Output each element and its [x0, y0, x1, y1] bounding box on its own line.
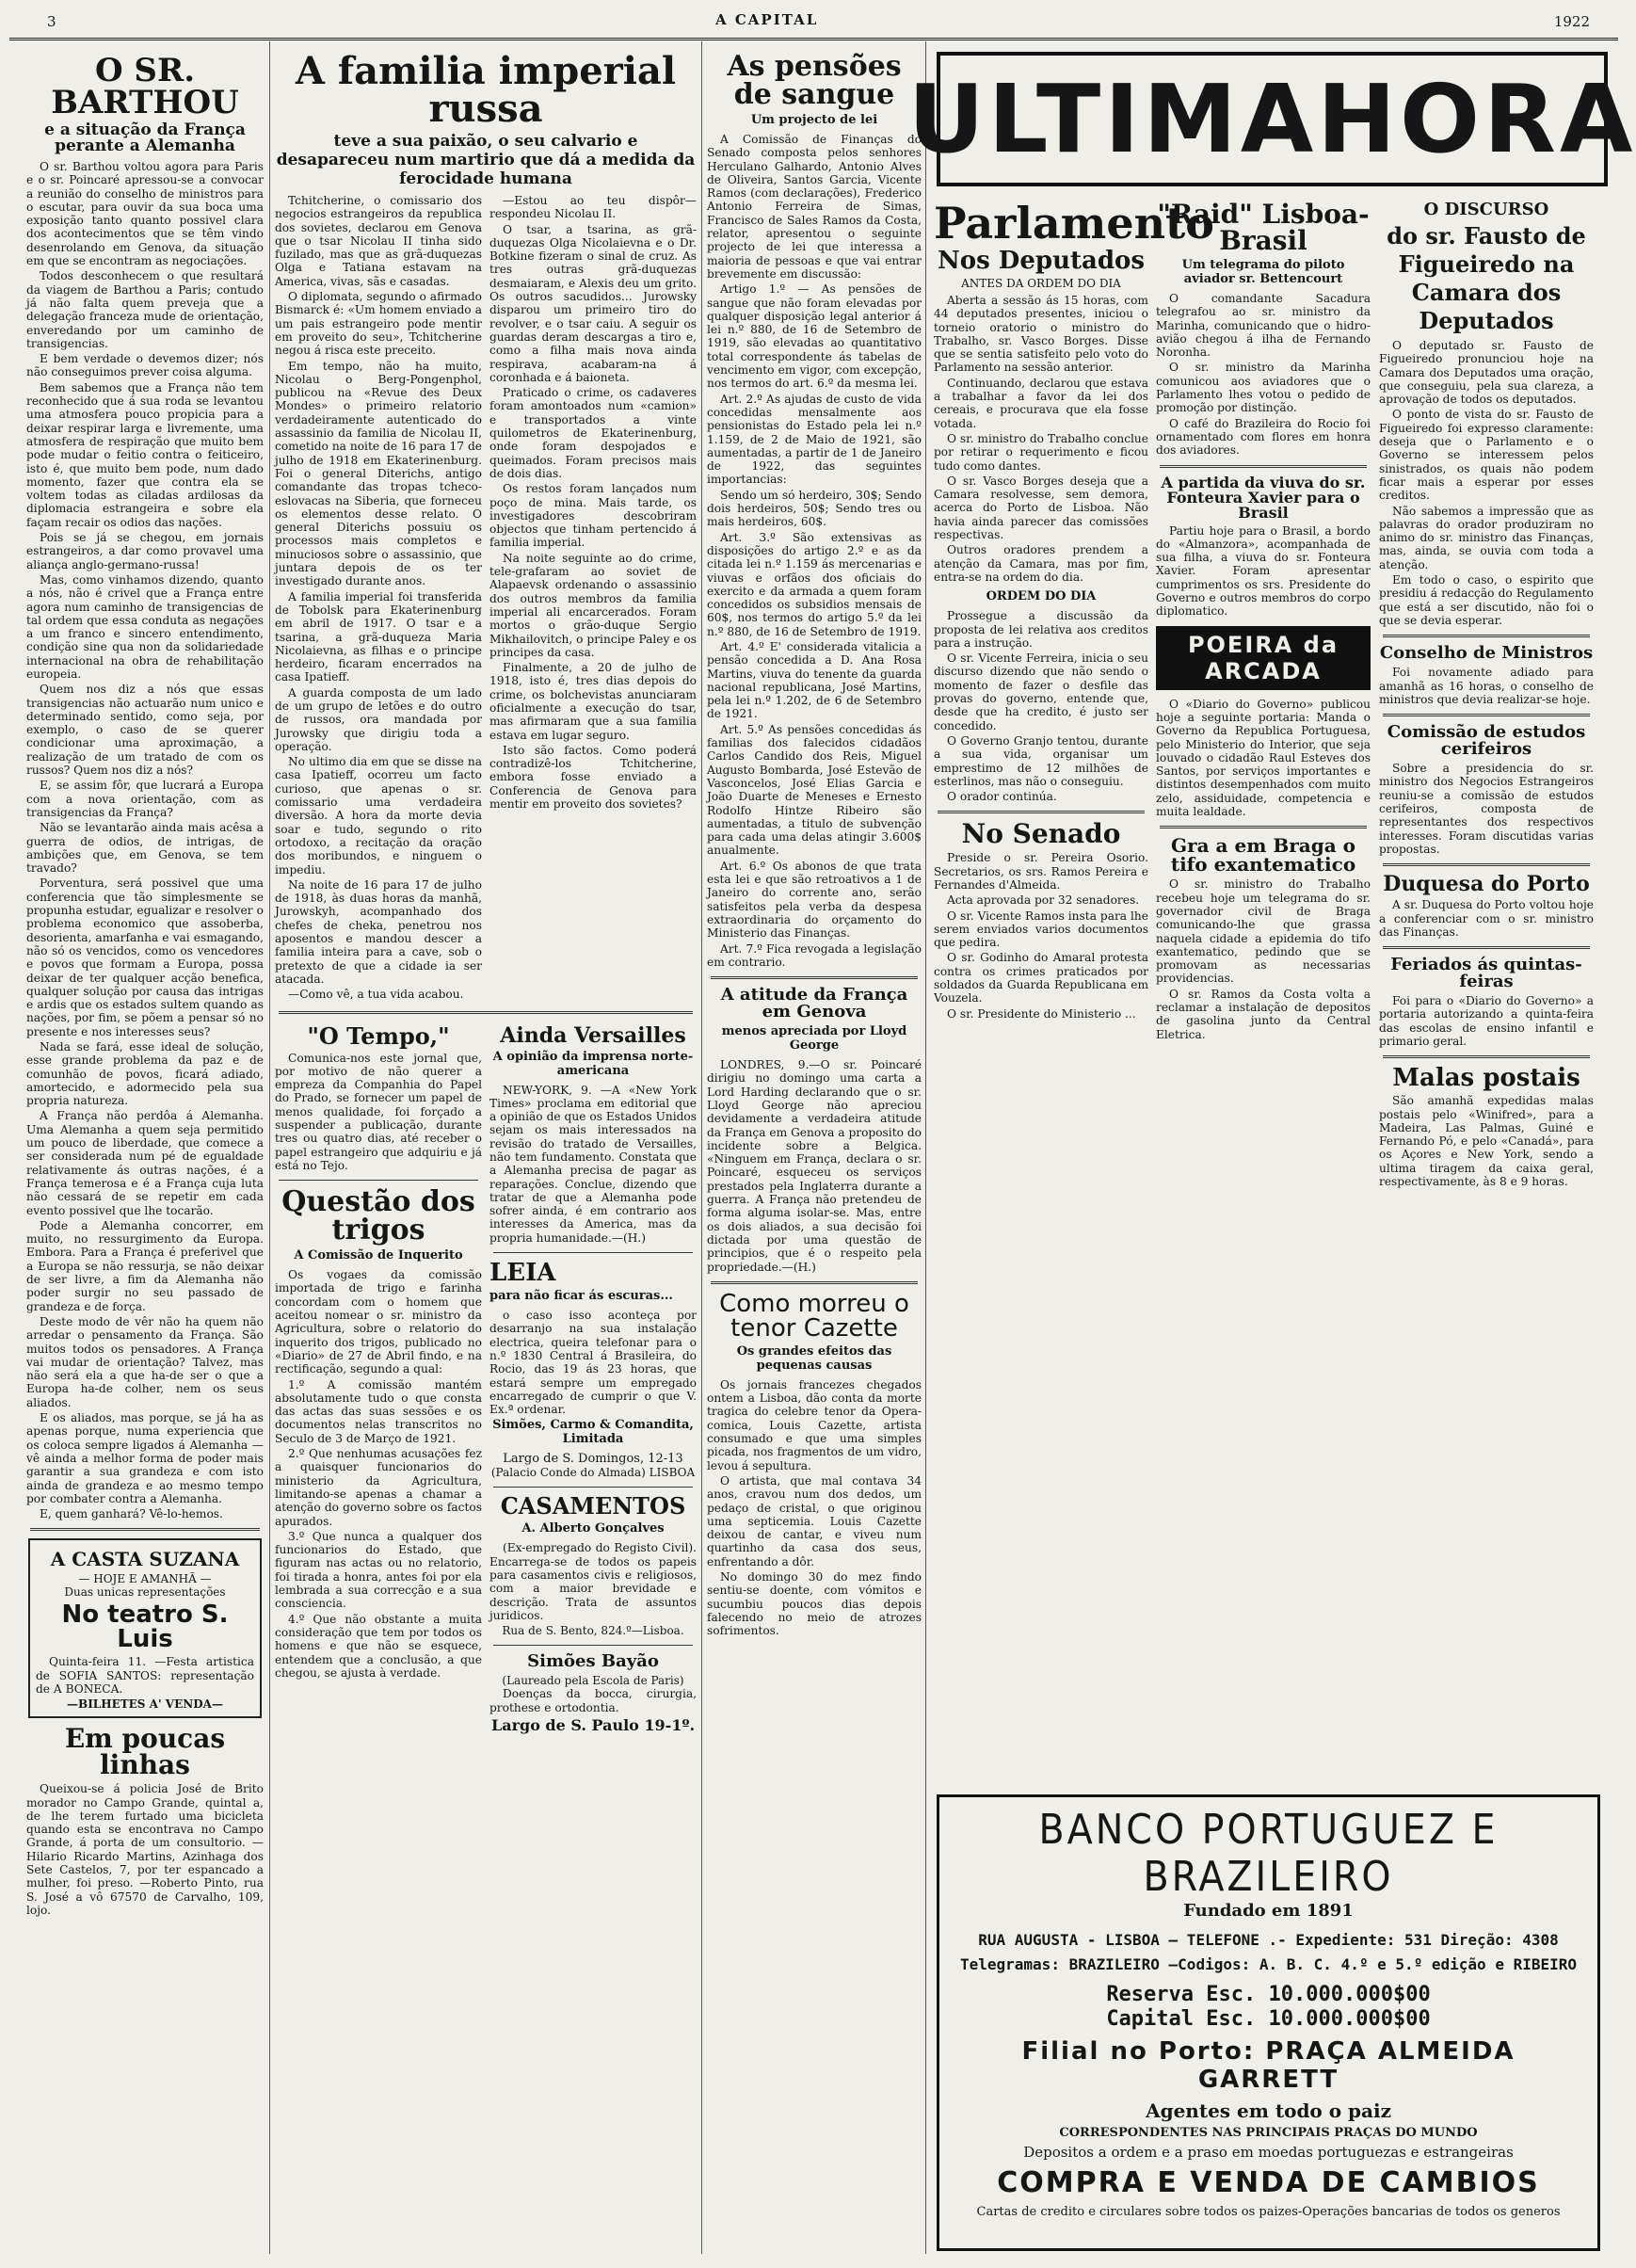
column-familia-imperial: [275, 45, 697, 2258]
paragraph: Em todo o caso, o espirito que presidiu á redacção do Regulamento que está a ser discutido, não foi o que se devia esperar.: [1379, 573, 1594, 627]
separator: [493, 1645, 693, 1646]
separator: [1160, 465, 1367, 468]
paragraph: Sendo um só herdeiro, 30$; Sendo dois herdeiros, 50$; Sendo tres ou mais herdeiros, 60$.: [707, 488, 922, 529]
paragraph: O sr. Vasco Borges deseja que a Camara resolvesse, sem demora, acerca do Porto de Lisboa. Não havia ainda parecer das comissões respectivas.: [934, 474, 1148, 542]
paragraph: A França não perdôa á Alemanha. Uma Alemanha a quem seja permitido um pouco de liberdade, que comece a ser considerada num pé de egualdade relativamente ás outras nações, é a França temerosa e é a França cuja luta não cessará de se repetir em cada evento possivel que lhe tocarão.: [26, 1109, 264, 1217]
bayao-title: Simões Bayão: [527, 1651, 659, 1672]
paragraph: Continuando, declarou que estava a trabalhar a favor da lei dos cereais, e procurava que ela fosse votada.: [934, 376, 1148, 430]
paragraph: Art. 4.º E' considerada vitalicia a pensão concedida a D. Ana Rosa Martins, viuva do tenente da guarda nacional republicana, José Martins, pela lei n.º 1.202, de 6 de Setembro de 1921.: [707, 639, 922, 721]
trigos-article: [275, 1268, 482, 1680]
conselho-title: Conselho de Ministros: [1379, 643, 1594, 664]
bank-depositos: Depositos a ordem e a praso em moedas portuguezas e estrangeiras: [1023, 2144, 1514, 2161]
separator: [493, 1487, 693, 1488]
braga-text: O sr. ministro do Trabalho recebeu hoje um telegrama do sr. governador civil de Braga comunicando-lhe que grassa naquela cidade a epidemia do tifo exantematico, pedindo que se promovam as necessarias providencias.: [1156, 877, 1371, 986]
discurso-head: do sr. Fausto de Figueiredo na Camara dos Deputados: [1387, 222, 1586, 334]
bank-title: BANCO PORTUGUEZ E BRAZILEIRO: [1038, 1806, 1499, 1901]
paragraph: O sr. ministro do Trabalho conclue por retirar o requerimento e ficou tudo como dantes.: [934, 431, 1148, 473]
paragraph: Art. 6.º Os abonos de que trata esta lei e que são retroativos a 1 de Janeiro do corrente ano, serão satisfeitos pela verba da despesa extraordinaria do orçamento do Ministerio das Finanças.: [707, 859, 922, 941]
familia-left-col: [275, 194, 482, 1004]
bank-filial: Filial no Porto: PRAÇA ALMEIDA GARRETT: [1021, 2037, 1516, 2094]
paragraph: Artigo 1.º — As pensões de sangue que não foram elevadas por qualquer disposição legal anterior á lei n.º 880, de 16 de Setembro de 1919, são elevadas ao quantitativo total correspondente ás tabelas de vencimento em vigor, com excepção, nos termos do art. 6.º da mesma lei.: [707, 282, 922, 391]
separator: [279, 1180, 478, 1181]
malas-title: Malas postais: [1392, 1064, 1580, 1093]
separator: [1160, 826, 1367, 828]
page-header: [0, 0, 1628, 38]
pensoes-article: [707, 133, 922, 969]
ad-line: Duas unicas representações: [64, 1585, 226, 1600]
paragraph: Finalmente, a 20 de julho de 1918, isto é, tres dias depois do crime, os bolchevistas anunciaram oficialmente a execução do tsar, mas afirmaram que a sua familia estava em lugar seguro.: [489, 661, 697, 742]
banner-text: ULTIMAHORA: [907, 63, 1636, 174]
paragraph: Art. 7.º Fica revogada a legislação em contrario.: [707, 941, 922, 969]
senado-article: [934, 851, 1148, 1021]
paragraph: O sr. Godinho do Amaral protesta contra os crimes praticados por soldados da Guarda Republicana em Vouzela.: [934, 951, 1148, 1005]
paragraph: Na noite seguinte ao do crime, tele-grafaram ao soviet de Alapaevsk ordenando o assassinio dos outros membros da familia imperial ali encarcerados. Foram mortos o grão-duque Sergio Mikhailovitch, o principe Paley e os principes da casa.: [489, 551, 697, 659]
casamentos-footer: Rua de S. Bento, 824.º—Lisboa.: [502, 1624, 684, 1638]
paragraph: Não sabemos a impressão que as palavras do orador produziram no animo do sr. ministro das Finanças, mas, ainda, se ouvia com toda a atenção.: [1379, 504, 1594, 571]
column-rule: [925, 41, 926, 2254]
bank-agentes: Agentes em todo o paiz: [1146, 2099, 1391, 2122]
paragraph: Os vogaes da comissão importada de trigo e farinha concordam com o homem que aceitou nomear o sr. ministro da Agricultura, sobre o relatorio do inquerito dos trigos, publicado no «Diario» de 27 de Abril findo, e na rectificação, segundo a qual:: [275, 1268, 482, 1376]
ad-subtitle: — HOJE E AMANHÃ —: [78, 1572, 212, 1586]
paragraph: O diplomata, segundo o afirmado Bismarck é: «Um homem enviado a um pais estrangeiro pode mentir em proveito do seu», Tchitcherine negou á risca este preceito.: [275, 290, 482, 358]
paragraph: Deste modo de vêr não ha quem não arredar o pensamento da França. São muitos todos os pensadores. A França vai mudar de orientação? Talvez, mas não será ela a que ha-de ser o que a Europa ha-de colher, nem os seus aliados.: [26, 1314, 264, 1409]
separator: [1383, 1055, 1590, 1058]
paragraph: E os aliados, mas porque, se já ha as apenas porque, numa experiencia que os coloca sempre ligados á Alemanha — vê ainda a melhor forma de poder mais garantir a sua grandeza e com isto ainda de grandeza e ao mesmo tempo por combater contra a Alemanha.: [26, 1411, 264, 1505]
bayao-text: Doenças da bocca, cirurgia, prothese e ortodontia.: [489, 1687, 697, 1714]
feriados-title: Feriados ás quintas-feiras: [1390, 955, 1582, 992]
banco-ad: [937, 1794, 1600, 2251]
separator: [1383, 714, 1590, 716]
paragraph: 2.º Que nenhumas acusações fez a quaisquer funcionarios do ministerio da Agricultura, limitando-se apenas a chamar a atenção do governo sobre os factos apurados.: [275, 1447, 482, 1528]
ordem-title: ORDEM DO DIA: [986, 589, 1097, 604]
separator: [30, 1528, 260, 1531]
parlamento-sub: Nos Deputados: [938, 247, 1145, 275]
simoes-addr: Largo de S. Domingos, 12-13: [503, 1452, 683, 1467]
paragraph: O sr. Vicente Ramos insta para lhe serem enviados varios documentos que pedira.: [934, 909, 1148, 950]
malas-text: São amanhã expedidas malas postais pelo «Winifred», para a Madeira, Las Palmas, Guiné e Fernando Pó, e pelo «Canadá», para os Açores e New York, sendo a ultima tiragem da caixa geral, respectivamente, às 8 e 9 horas.: [1379, 1094, 1594, 1189]
masthead: A CAPITAL: [715, 11, 819, 28]
paragraph: Quem nos diz a nós que essas transigencias não actuarão num unico e determinado sentido, como seja, por exemplo, o caso de se querer condicionar uma aproximação, a realização de um tratado de com os russos? Quem nos diz a nós?: [26, 683, 264, 778]
conselho-text: Foi novamente adiado para amanhã as 16 horas, o conselho de ministros que devia realizar-se hoje.: [1379, 666, 1594, 706]
genova-title: A atitude da França em Genova: [720, 985, 908, 1022]
familia-article: [275, 194, 697, 1004]
versailles-leia-ads: [489, 1021, 697, 1737]
barthou-subhead: e a situação da França perante a Alemanha: [44, 121, 246, 155]
paragraph: O sr. Barthou voltou agora para Paris e o sr. Poincaré apressou-se a convocar a reunião do conselho de ministros para o escutar, para ouvir da sua boca uma exposição tanto quanto possivel clara dos acontecimentos que se têm vindo desenrolando em Genova, da situação em que se encontram as negociações.: [26, 160, 264, 268]
duquesa-title: Duquesa do Porto: [1383, 872, 1590, 897]
paragraph: Praticado o crime, os cadaveres foram amontoados num «camion» e transportados a vinte quilometros de Ekaterinenburg, onde foram despojados e queimados. Foram precisos mais de dois dias.: [489, 386, 697, 480]
paragraph: Tchitcherine, o comissario dos negocios estrangeiros da republica dos sovietes, declarou em Genova que o tsar Nicolau II tinha sido fuzilado, mas que as grã-duquezas Olga e Tatiana estavam na America, vivas, sãs e casadas.: [275, 194, 482, 288]
paragraph: O tsar, a tsarina, as grã-duquezas Olga Nicolaievna e o Dr. Botkine fizeram o sinal de cruz. As tres outras grã-duquezas desmaiaram, e Alexis deu um grito. Os outros sacudidos... Jurowsky disparou um primeiro tiro do revolver, e o tsar caiu. A seguir os guardas deram descargas a tiro e, como a filha mais nova ainda respirava, acabaram-na á coronhada e á baioneta.: [489, 222, 697, 384]
paragraph: Prossegue a discussão da proposta de lei relativa aos creditos para a instrução.: [934, 609, 1148, 650]
duquesa-text: A sr. Duquesa do Porto voltou hoje a conferenciar com o sr. ministro das Finanças.: [1379, 898, 1594, 939]
trigos-sub: A Comissão de Inquerito: [294, 1248, 463, 1263]
ultima-hora-banner: [907, 52, 1636, 186]
column-raid: [1156, 198, 1371, 1779]
paragraph: O Governo Granjo tentou, durante a sua vida, organisar um emprestimo de 12 milhões de esterlinos, mas não o conseguiu.: [934, 733, 1148, 788]
leia-title: LEIA: [489, 1259, 556, 1288]
familia-right-col: [489, 194, 697, 1004]
cazette-article: [707, 1378, 922, 1638]
parlamento-article: [934, 294, 1148, 584]
paragraph: Os restos foram lançados num poço de mina. Mais tarde, os investigadores descobriram objectos que tinham pertencido á familia imperial.: [489, 482, 697, 550]
separator: [1383, 635, 1590, 637]
lower-row: [275, 1021, 697, 1737]
genova-article: [707, 1058, 922, 1274]
raid-title: "Raid" Lisboa-Brasil: [1157, 199, 1370, 256]
paragraph: O orador continúa.: [947, 790, 1057, 804]
tempo-trigos: [275, 1021, 482, 1737]
poeira-arcada-title: POEIRA da ARCADA: [1156, 626, 1371, 690]
pensoes-headline: As pensões de sangue: [727, 50, 902, 111]
braga-text2: O sr. Ramos da Costa volta a reclamar a instalação de depositos de gasolina junto da Central Eletrica.: [1156, 987, 1371, 1041]
paragraph: Pode a Alemanha concorrer, em muito, no ressurgimento da Europa. Embora. Para a França é preferivel que a Europa se não ressurja, se não deixar de ser livre, a fim da Alemanha não poder surgir no seu passado de grandeza e de força.: [26, 1218, 264, 1313]
casamentos-text: (Ex-empregado do Registo Civil). Encarrega-se de todos os papeis para casamentos civis e religiosos, com a maior brevidade e descrição. Trata de assuntos juridicos.: [489, 1541, 697, 1622]
column-parlamento: [934, 198, 1214, 1779]
separator: [1383, 863, 1590, 866]
trigos-title: Questão dos trigos: [281, 1185, 475, 1247]
ad-theatre: No teatro S. Luis: [61, 1600, 229, 1654]
issue-date: 1922: [1553, 13, 1590, 30]
paragraph: 1.º A comissão mantém absolutamente tudo o que consta das actas das suas sessões e os documentos nelas transcritos no Seculo de 3 de Março de 1921.: [275, 1377, 482, 1445]
separator: [711, 1281, 918, 1284]
paragraph: A guarda composta de um lado de um grupo de letões e do outro de russos, ora mandada por Jurowsky que dirigiu toda a operação.: [275, 685, 482, 753]
paragraph: O café do Brazileira do Rocio foi ornamentado com flores em honra dos aviadores.: [1156, 416, 1371, 458]
paragraph: A Comissão de Finanças do Senado composta pelos senhores Herculano Galhardo, Antonio Alves de Oliveira, Santos Garcia, Vicente Ramos (com declarações), Frederico Antonio Ferreira de Simas, Francisco de Sales Ramos da Costa, relator, apresentou o seguinte projecto de lei que interessa a maioria de pessoas e que vai entrar brevemente em discussão:: [707, 133, 922, 281]
bank-compra: COMPRA E VENDA DE CAMBIOS: [997, 2166, 1540, 2199]
simoes-title: Simões, Carmo & Comandita, Limitada: [492, 1418, 694, 1447]
paragraph: A familia imperial foi transferida de Tobolsk para Ekaterinenburg em abril de 1917. O tsar e a tsarina, a grã-duqueza Maria Nicolaievna, as filhas e o principe herdeiro, ficaram encerrados na casa Ipatieff.: [275, 589, 482, 684]
discurso-article: [1379, 339, 1594, 627]
paragraph: Em tempo, não ha muito, Nicolau o Berg-Pongenphol, publicou na «Revue des Deux Mondes» o primeiro relatorio verdadeiramente autenticado do assassinio da familia de Nicolau II, cometido na noite de 16 para 17 de julho de 1918 em Ekaterinenburg. Foi o general Diterichs, antigo comandante das tropas tcheco-eslovacas na Siberia, que forneceu os elementos desse relato. O general Diterichs possuiu os processos mais completos e minuciosos sobre o assassinio, que juntara depois de os ter investigado durante anos.: [275, 359, 482, 588]
column-rule: [701, 41, 702, 2254]
bank-address: RUA AUGUSTA - LISBOA — TELEFONE .- Expediente: 531 Direção: 4308: [978, 1931, 1559, 1949]
paragraph: Art. 5.º As pensões concedidas ás familias dos falecidos cidadãos Carlos Candido dos Reis, Miguel Augusto Bombarda, José Estevão de Vasconcelos, José Elias Garcia e João Duarte de Meneses e Ernesto Rodolfo Hintze Ribeiro são aumentadas, a titulo de subvenção para cada uma delas atingir 3.600$ anualmente.: [707, 722, 922, 858]
separator: [279, 1011, 693, 1014]
bank-correspondentes: CORRESPONDENTES NAS PRINCIPAIS PRAÇAS DO MUNDO: [1059, 2126, 1478, 2140]
separator: [493, 1252, 693, 1253]
column-pensoes: [707, 45, 922, 2258]
versailles-text: NEW-YORK, 9. —A «New York Times» proclama em editorial que a opinião de que os Estados Unidos sejam os mais interessados na revisão do tratado de Versailles, não tem fundamento. Constata que a Alemanha precisa de pagar as reparações. Conclue, dizendo que tratar de que a Alemanha pode sofrer ainda, é em contrario aos interesses da America, mas da propria humanidade.—(H.): [489, 1083, 697, 1245]
paragraph: O sr. Presidente do Ministerio ...: [947, 1006, 1136, 1021]
paragraph: Art. 2.º As ajudas de custo de vida concedidas mensalmente aos pensionistas do Estado pela lei n.º 1.159, de 2 de Maio de 1921, são aumentadas, a partir de 1 de Janeiro de 1922, das seguintes importancias:: [707, 392, 922, 487]
bank-founded: Fundado em 1891: [1183, 1901, 1354, 1921]
paragraph: Os jornais francezes chegados ontem a Lisboa, dão conta da morte tragica do celebre tenor da Opera-comica, Louis Cazette, artista consumado e que uma simples picada, nos fragmentos de um vidro, levou á sepultura.: [707, 1377, 922, 1472]
paragraph: Acta aprovada por 32 senadores.: [947, 893, 1140, 908]
bayao-addr: Largo de S. Paulo 19-1º.: [490, 1715, 696, 1734]
separator: [1383, 946, 1590, 949]
paragraph: Outros oradores prendem a atenção da Camara, mas por fim, entra-se na ordem do dia.: [934, 543, 1148, 584]
versailles-sub: A opinião da imprensa norte-americana: [492, 1049, 694, 1078]
braga-title: Gra a em Braga o tifo exantematico: [1170, 834, 1356, 877]
paragraph: E, quem ganhará? Vê-lo-hemos.: [40, 1507, 223, 1521]
ordem-article: [934, 609, 1148, 803]
casamentos-title: CASAMENTOS: [500, 1492, 686, 1520]
paragraph: O sr. Vicente Ferreira, inicia o seu discurso dizendo que não sendo o momento de fazer o desfile das provas do governo, entende que, desde que ha credito, é justo ser concedido.: [934, 651, 1148, 732]
paragraph: E, se assim fôr, que lucrará a Europa com a nova orientação, com as transigencias da França?: [26, 779, 264, 819]
paragraph: Porventura, será possivel que uma conferencia que tão simplesmente se propunha estudar, egualizar e resolver o problema economico que assoberba, desorienta, amarfanha e vai esmagando, não só os vencidos, como os vencedores e povos que formam a Europa, possa deixar de ter qualquer acção benefica, qualquer solução por causa das intrigas e ardis que os estados sultem quando as nações, por fim, se põem a pensar só no presente e nos interesses seus?: [26, 877, 264, 1038]
leia-sub: para não ficar ás escuras...: [489, 1289, 673, 1304]
bank-reserva: Reserva Esc. 10.000.000$00: [1106, 1983, 1431, 2006]
raid-article: [1156, 292, 1371, 458]
paragraph: Mas, como vinhamos dizendo, quanto a nós, não é crivel que a França entre agora num caminho de transigencias de tal ordem que essa conduta as negações a um franco e sincero entendimento, condição sine qua non da solidariedade internacional na obra de rehabilitação europeia.: [26, 572, 264, 681]
paragraph: Bem sabemos que a França não tem reconhecido que á sua roda se levantou uma atmosfera pouco propicia para a deixar respirar larga e livremente, uma atmosfera de respiração que muito bem pode mudar o feitio contra o feiticeiro, isto é, que muito bem pode, num dado momento, fazer que contra ela se voltem todas as ciladas ardilosas da diplomacia estrangeira e sobre ela façam recair os odios das nações.: [26, 380, 264, 529]
feriados-text: Foi para o «Diario do Governo» a portaria autorizando a quinta-feira das escolas de ensino infantil e primario geral.: [1379, 994, 1594, 1048]
ad-text: Quinta-feira 11. —Festa artistica de SOFIA SANTOS: representação de A BONECA.: [36, 1655, 254, 1696]
familia-subhead: teve a sua paixão, o seu calvario e desapareceu num martirio que dá a medida da ferocidade humana: [276, 132, 696, 188]
simoes-city: (Palacio Conde do Almada) LISBOA: [490, 1466, 696, 1480]
bank-capital: Capital Esc. 10.000.000$00: [1106, 2007, 1431, 2031]
paragraph: Não se levantarão ainda mais acêsa a guerra de odios, de intrigas, de ambições que, em Genova, se tem travado?: [26, 821, 264, 876]
paragraph: Aberta a sessão ás 15 horas, com 44 deputados presentes, iniciou o torneio oratorio o ministro do Trabalho, sr. Vasco Borges. Disse que se sentia satisfeito pelo voto do Parlamento na sessão anterior.: [934, 294, 1148, 375]
tempo-title: "O Tempo,": [307, 1021, 450, 1050]
paragraph: Na noite de 16 para 17 de julho de 1918, às duas horas da manhã, Jurowskyh, acompanhado dos chefes de cheka, penetrou nos aposentos e mandou descer a familia inteira para a cave, sob o pretexto de que a cidade ia ser atacada.: [275, 877, 482, 986]
paragraph: Pois se já se chegou, em jornais estrangeiros, a dar como provavel uma aliança anglo-germano-russa!: [26, 531, 264, 571]
paragraph: O deputado sr. Fausto de Figueiredo pronunciou hoje na Camara dos Deputados uma oração, que conseguiu, pela sua clareza, a aprovação de todos os deputados.: [1379, 339, 1594, 407]
paragraph: Todos desconhecem o que resultará da viagem de Barthou a Paris; contudo já não falta quem preveja que a delegação franceza mude de orientação, enveredando por um caminho de transigencias.: [26, 269, 264, 350]
poucas-linhas-title: Em poucas linhas: [64, 1723, 226, 1781]
paragraph: —Como vê, a tua vida acabou.: [288, 988, 464, 1002]
leia-text: o caso isso aconteça por desarranjo na sua instalação electrica, queira telefonar para o n.º 1830 Central á Brasileira, do Rocio, das 19 ás 23 horas, que estará sempre um empregado encarregado de cumprir o que V. Ex.ª ordenar.: [489, 1309, 697, 1417]
paragraph: Isto são factos. Como poderá contradizê-los Tchitcherine, embora fosse enviado a Conferencia de Genova para mentir em proveito dos sovietes?: [489, 743, 697, 812]
paragraph: 3.º Que nunca a qualquer dos funcionarios do Estado, que figuram nas actas ou no relatorio, foi tirada a honra, antes foi por ela lembrada a sua correcção e a sua consciencia.: [275, 1529, 482, 1611]
versailles-title: Ainda Versailles: [500, 1022, 686, 1048]
bayao-sub: (Laureado pela Escola de Paris): [502, 1674, 684, 1688]
paragraph: E bem verdade o devemos dizer; nós não conseguimos prever coisa alguma.: [26, 352, 264, 379]
fonteura-title: A partida da viuva do sr. Fonteura Xavier para o Brasil: [1161, 473, 1366, 522]
paragraph: O artista, que mal contava 34 anos, cravou num dos dedos, um pedaço de cristal, o que originou uma septicemia. Louis Cazette deixou de cantar, e viveu num quartinho da casa dos seus, enfrentando a dôr.: [707, 1473, 922, 1568]
poucas-linhas-text: Queixou-se á policia José de Brito morador no Campo Grande, quintal a, de lhe terem furtado uma bicicleta quando esta se encontrava no Campo Grande, á porta de um consultorio. —Hilario Ricardo Martins, Azinhaga dos Sete Castelos, 7, por ter espancado a mulher, foi preso. —Roberto Pinto, rua S. José a vô 67570 de Carvalho, 109, lojo.: [26, 1782, 264, 1917]
estudos-title: Comissão de estudos cerifeiros: [1387, 722, 1586, 760]
genova-sub: menos apreciada por Lloyd George: [721, 1024, 907, 1054]
familia-headline: A familia imperial russa: [295, 49, 677, 131]
cazette-title: Como morreu o tenor Cazette: [719, 1289, 909, 1343]
parlamento-title: Parlamento: [934, 198, 1214, 249]
paragraph: O comandante Sacadura telegrafou ao sr. ministro da Marinha, comunicando que o hidro-avião chegou á ilha de Fernando Noronha.: [1156, 292, 1371, 360]
senado-title: No Senado: [961, 818, 1121, 850]
paragraph: O ponto de vista do sr. Fausto de Figueiredo foi expresso claramente: deseja que o Parlamento e o Governo se interessem pelos sinistrados, os quais não podem ficar mais a esperar por esses creditos.: [1379, 408, 1594, 503]
casta-suzana-ad: [28, 1538, 262, 1718]
poeira-text: O «Diario do Governo» publicou hoje a seguinte portaria: Manda o Governo da Republica Portuguesa, pelo Ministerio do Interior, que seja louvado o cidadão Raul Esteves dos Santos, por serviços importantes e distintos desempenhados com muito zelo, assiduidade, competencia e muita lealdade.: [1156, 697, 1371, 819]
paragraph: Art. 3.º São extensivas as disposições do artigo 2.º e as da citada lei n.º 1.159 ás mercenarias e viuvas e orfãos dos oficiais do exercito e da armada a quem foram concedidos os subsidios mensais de 60$, nos termos do artigo 5.º da lei n.º 880, de 16 de Setembro de 1919.: [707, 530, 922, 638]
casamentos-name: A. Alberto Gonçalves: [521, 1521, 665, 1536]
paragraph: Nada se fará, esse ideal de solução, esse grande problema da paz e de comunhão de povos, ficará adiado, amortecido, e adormecido pela sua propria natureza.: [26, 1040, 264, 1108]
separator: [711, 976, 918, 979]
column-barthou: [26, 45, 264, 2258]
paragraph: O sr. ministro da Marinha comunicou aos aviadores que o Parlamento lhes votou o pedido de promoção por distinção.: [1156, 361, 1371, 415]
paragraph: No ultimo dia em que se disse na casa Ipatieff, ocorreu um facto curioso, que apenas o sr. comissario uma verdadeira diversão. A hora da morte devia soar e tudo, segundo o rito ortodoxo, a recitação da oração dos moribundos, e ninguem o impediu.: [275, 755, 482, 877]
ad-footer: —BILHETES A' VENDA—: [67, 1697, 223, 1712]
header-rule: [9, 38, 1618, 40]
pensoes-sub: Um projecto de lei: [750, 113, 878, 127]
paragraph: —Estou ao teu dispôr—respondeu Nicolau II.: [489, 194, 697, 221]
tempo-text: Comunica-nos este jornal que, por motivo de não querer a empreza da Companhia do Papel do Prado, se fornecer um papel de menos qualidade, foi forçado a suspender a publicação, durante tres ou quatro dias, até receber o papel estrangeiro que adquiriu e já está no Tejo.: [275, 1051, 482, 1172]
discurso-title: O DISCURSO: [1423, 200, 1549, 219]
separator: [938, 811, 1145, 813]
column-discurso: [1379, 198, 1594, 1779]
ad-title: A CASTA SUZANA: [50, 1548, 240, 1571]
paragraph: LONDRES, 9.—O sr. Poincaré dirigiu no domingo uma carta a Lord Harding declarando que o sr. Lloyd George não apreciou devidamente a verdadeira atitude da França em Genova a proposito do incidente sobre a Belgica. «Ninguem em França, declara o sr. Poincaré, esqueceu os serviços prestados pela Inglaterra durante a guerra. A França não pretendeu de forma alguma isolar-se. Mas, entre os dois aliados, a sua decisão foi dictada por uma questão de principios, que é o respeito pela propriedade.—(H.): [707, 1058, 922, 1274]
barthou-article: [26, 160, 264, 1520]
estudos-text: Sobre a presidencia do sr. ministro dos Negocios Estrangeiros reuniu-se a comissão de estudos cerifeiros, composta de representantes dos respectivos interesses. Foram discutidas varias propostas.: [1379, 762, 1594, 856]
paragraph: No domingo 30 do mez findo sentiu-se doente, com vómitos e sucumbiu poucos dias depois falecendo no meio de atrozes sofrimentos.: [707, 1570, 922, 1638]
raid-sub: Um telegrama do piloto aviador sr. Bettencourt: [1181, 258, 1345, 286]
bank-cartas: Cartas de credito e circulares sobre todos os paizes-Operações bancarias de todos os generos: [976, 2205, 1561, 2219]
barthou-headline: O SR. BARTHOU: [51, 52, 239, 121]
parlamento-sub2: ANTES DA ORDEM DO DIA: [961, 277, 1121, 290]
column-rule: [269, 41, 270, 2254]
page-number: 3: [47, 13, 56, 30]
cazette-sub: Os grandes efeitos das pequenas causas: [736, 1343, 892, 1373]
bank-telegrams: Telegramas: BRAZILEIRO —Codigos: A. B. C. 4.º e 5.º edição e RIBEIRO: [959, 1955, 1578, 1973]
paragraph: Preside o sr. Pereira Osorio. Secretarios, os srs. Ramos Pereira e Fernandes d'Almeida.: [934, 851, 1148, 892]
fonteura-text: Partiu hoje para o Brasil, a bordo do «Almanzora», acompanhada de sua filha, a viuva do sr. Fonteura Xavier. Foram apresentar cumprimentos os srs. Presidente do Governo e outros membros do corpo diplomatico.: [1156, 523, 1371, 619]
paragraph: 4.º Que não obstante a muita consideração que tem por todos os homens e que não se esquece, entendem que a conclusão, a que chegou, se ajusta à verdade.: [275, 1612, 482, 1680]
